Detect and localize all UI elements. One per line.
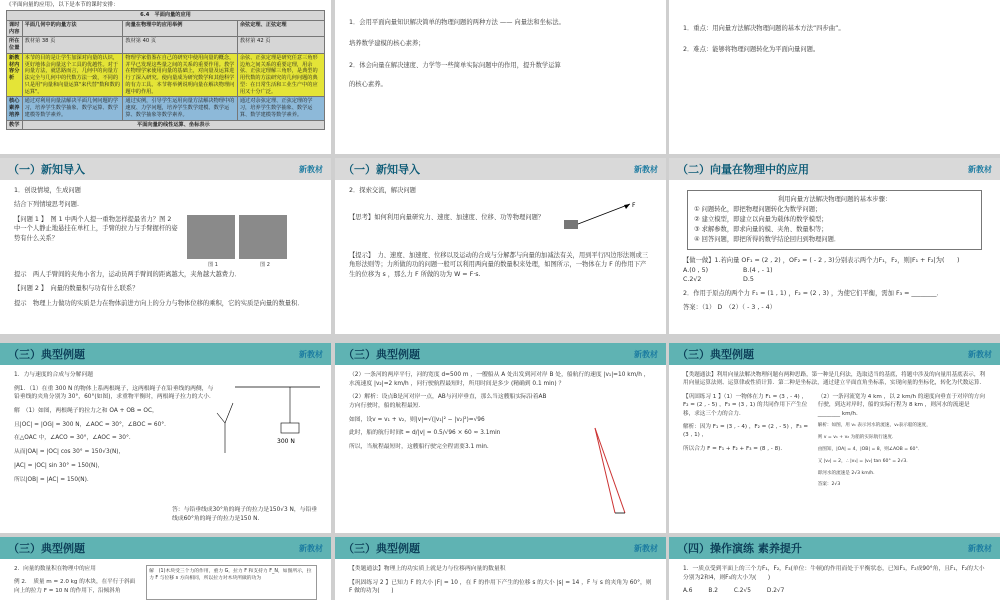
question-2: 【问题 2 】 向量的数量积与功有什么联系？ <box>14 285 139 293</box>
slide-intro-2 <box>335 158 666 334</box>
table-cell: 本节的目的是让学生加深对向量的认识，更好地体会向量这个工具的优越性。对于向量方法，就思路而言，几何中的向量方法完全与几何中的代数方法一致，不同的只是用"向量和向量运算"来代替"数和数的运算"。 <box>22 53 123 97</box>
step-item: ④ 回答问题，即把所得的数学结论回归到物理问题． <box>694 236 841 244</box>
table-cell: 教材第 38 页 <box>22 37 123 54</box>
slide-header <box>0 537 331 559</box>
solution: 解 （1）如图，两根绳子的拉力之和 OA + OB = OC， <box>14 408 158 415</box>
vector-v <box>595 428 625 513</box>
vector-OA <box>225 403 233 423</box>
slide-header <box>669 343 1000 365</box>
slide-practice <box>669 537 1000 600</box>
solution-step: 此时，船的航行时间t = d/|v| = 0.5/√96 × 60 ≈ 3.1min <box>349 430 501 437</box>
table-row <box>7 97 325 120</box>
solution-step: 解析：因为 F₁ = (3 , - 4) ，F₂ = (2 , - 5) ，F₃ = (3 , 1) ， <box>683 423 809 439</box>
slide-title: （三）典型例题 <box>343 542 420 555</box>
solution-step: 从而|OA| = |OC| cos 30° = 150√3(N)， <box>14 449 125 456</box>
options <box>683 266 803 285</box>
paragraph: 结合下列情境思考问题. <box>14 201 79 209</box>
option: B.2 <box>708 588 718 595</box>
slide-title: （四）操作演练 素养提升 <box>677 542 802 555</box>
option: A.(0 , 5) <box>683 266 709 274</box>
solution-step: （2）解析：设点B是河对岸一点，AB与河岸垂直，那么当这艘船实际沿着AB方向行驶时，船的航程最短． <box>349 394 547 410</box>
slide-title: （三）典型例题 <box>677 348 754 361</box>
vector-v1 <box>595 428 615 513</box>
brand-logo: 新教材 <box>968 164 992 174</box>
slide-header <box>669 158 1000 180</box>
table-title: 6.4 平面向量的应用 <box>7 11 325 21</box>
solution-step: 在△OAC 中，∠ACO = 30°，∠AOC = 30°． <box>14 435 135 442</box>
section-heading: 1．创设情境，生成问题 <box>14 187 81 194</box>
objective-2-note: 的核心素养。 <box>349 81 387 89</box>
table-row <box>7 53 325 97</box>
arrow-head <box>624 204 630 209</box>
solution-step: 则 v = v₁ + v₂ 为船的实际航行速度． <box>817 434 897 440</box>
practice: 【巩固练习 2 】已知力 F 的大小 |F| = 10 ，在 F 的作用下产生的位移 s 的大小 |s| = 14 ，F 与 s 的夹角为 60°，则 F 做的功为( ) <box>349 579 652 595</box>
brand-logo: 新教材 <box>634 164 658 174</box>
option: B.(4 , - 1) <box>743 266 773 274</box>
table-cell: 余弦、正弦定理是研究任意三角形边角之间关系的重要定理，用余弦、正弦定理解三角形，是典型的用代数的方法研究的几何问题的典型：在日常生活和工业生产中的应用又十分广泛。 <box>237 53 324 97</box>
step-item: ② 建立模型，即建立以向量为载体的数学模型； <box>694 216 828 224</box>
answer: 答案：（1） D （2）（ - 3 , - 4） <box>683 304 776 312</box>
slide-title: （三）典型例题 <box>343 348 420 361</box>
solution-step: 即河水的流速是 2√3 km/h. <box>817 470 875 476</box>
key-point: 1．重点：用向量方法解决物理问题的基本方法“四步曲”。 <box>683 25 845 32</box>
slide-example-2b <box>335 537 666 600</box>
rope-diagram <box>215 383 325 463</box>
solution-step: 又 |v₂| = 2，∴ |v₁| = |v₂| tan 60° = 2√3． <box>817 458 911 464</box>
options <box>683 587 986 596</box>
slide-title: （二）向量在物理中的应用 <box>677 163 809 176</box>
slide-title: （一）新知导入 <box>343 163 420 176</box>
answer: 答案：2√3 <box>817 482 841 488</box>
solution-step: 如图，设v = v₁ + v₂，则|v|=√(|v₁|² − |v₂|²)=√96 <box>349 416 485 423</box>
lesson-plan-table <box>6 10 325 130</box>
table-row <box>7 120 325 130</box>
slide-intro: 《平面向量的应用》，以下是本节的课时安排： <box>6 2 119 8</box>
section-heading: 2．探索交流，解决问题 <box>349 187 416 194</box>
solution-step: 解析：如图，用 v₁ 表示河水的流速，v₂表示船的速度， <box>817 422 931 428</box>
force-diagram <box>560 198 640 234</box>
steps-box <box>687 190 982 250</box>
slide-physics-application <box>669 158 1000 334</box>
example-question: （2）一条河的两岸平行，河的宽度 d=500 m ，一艘船从 A 处出发到河对岸 B 处，船航行的速度 |v₁|=10 km/h ，水流速度 |v₂|=2 km/h ，问行驶航程最短时，所用时间是多少 (精确到 0.1 min) ？ <box>349 372 650 387</box>
objective-1: 1．会用平面向量知识解决简单的物理问题的两种方法 —— 向量法和坐标法。 <box>349 19 565 26</box>
photo-two-people-lifting <box>187 215 235 259</box>
hint-1: 提示 两人手臂间的夹角小省力，运动员两手臂间的距离越大，夹角越大越费力． <box>14 270 241 278</box>
question-1: 【问题 1 】 图 1 中两个人提一重物怎样提最省力？图 2 中一个人静止地悬挂在单杠上，手臂的拉力与手臂握杆的姿势有什么关系？ <box>14 215 178 242</box>
table-cell: 教材第 42 页 <box>237 37 324 54</box>
slide-intro-1 <box>0 158 331 334</box>
slide-header <box>0 158 331 180</box>
thinking-question: 【思考】如何利用向量研究力、速度、加速度、位移、功等物理问题？ <box>349 214 545 222</box>
method-summary: 【类题通法】物理上的功实质上就是力与位移两向量的数量积 <box>349 566 506 572</box>
step-item: ① 问题转化，即把物理问题转化为数学问题； <box>694 206 822 214</box>
river-diagram <box>585 423 645 523</box>
slide-header <box>335 343 666 365</box>
hint-2: 提示 物理上力做功的实质是力在物体前进方向上的分力与物体位移的乘积，它的实质是向量的数量积． <box>14 299 304 307</box>
table-cell: 通过实例，引导学生运用向量方法解决物理中的速度、力学问题，培养学生数学建模、数学运算、数学抽象等数学素养。 <box>123 97 237 120</box>
hint: 【提示】 力、速度、加速度、位移以及运动的合成与分解都与向量的加减法有关，用到平行四边形法则或三角形法则等；力所做的功的问题一般可以利用两向量的数量积来处理，如图所示，一物体在力 F 的作用下产生的位移为 s ，那么力 F 所做的功为 W = F·s. <box>349 251 649 278</box>
table-cell: 平面向量的线性运算、坐标表示 <box>22 120 324 130</box>
photo-person-on-bar <box>239 215 287 259</box>
brand-logo: 新教材 <box>968 349 992 359</box>
option: C.2√2 <box>683 276 702 284</box>
table-cell: 教材第 40 页 <box>123 37 237 54</box>
figure-caption: 图 2 <box>260 262 270 269</box>
slide-method-summary <box>669 343 1000 533</box>
slide-lesson-plan <box>0 0 331 154</box>
brand-logo: 新教材 <box>299 164 323 174</box>
objective-1-note: 培养数学建模的核心素养； <box>349 40 425 48</box>
table-cell: 新教材内容分析 <box>7 53 23 97</box>
table-row <box>7 37 325 54</box>
answer: 答：与铅垂线成30°角的绳子的拉力是150√3 N，与铅垂线成60°角的绳子的拉力是150 N. <box>172 507 318 522</box>
exercise-1: 【做一做】1.若向量 OF₁ = (2 , 2) ，OF₂ = ( - 2 , 3)分别表示两个力F₁，F₂，则|F₁ + F₂|为( ) <box>683 257 960 265</box>
slide-key-points <box>669 0 1000 154</box>
solution-step: 所以|OB| = |AC| = 150(N)． <box>14 476 93 483</box>
practice-question: 1．一质点受到平面上的三个力F₁，F₂，F₃(单位：牛顿)的作用而处于平衡状态，已知F₁，F₂成90°角，且F₁，F₂的大小分别为2和4，则F₃的大小为( ) <box>683 566 985 581</box>
step-item: ③ 求解参数，即求向量的模、夹角、数量积等； <box>694 226 828 234</box>
slide-example-1 <box>0 343 331 533</box>
weight-label: 300 N <box>277 438 295 445</box>
force-arrow <box>578 204 630 224</box>
option: A.6 <box>683 588 693 595</box>
solution-step: 且|OC| = |OG| = 300 N，∠AOC = 30°，∠BOC = 60°． <box>14 421 170 428</box>
vector-OB <box>217 413 225 423</box>
steps-title: 利用向量方法解决物理问题的基本步骤： <box>777 196 892 203</box>
option: C.2√5 <box>733 588 751 595</box>
option: D.2√7 <box>766 588 785 595</box>
example-question: 例1．（1）在重 300 N 的物体上系两根绳子，这两根绳子在铅垂线的两侧，与铅垂线的夹角分别为 30°，60°(如图)，求重物平衡时，两根绳子拉力的大小． <box>14 385 215 401</box>
table-cell: 余弦定理、正弦定理 <box>237 20 324 37</box>
figure-caption: 图 1 <box>208 262 218 269</box>
solution-step: 所以，当航程最短时，这艘船行驶完全程需要3.1 min. <box>349 444 489 451</box>
slide-header <box>669 537 1000 559</box>
objective-2: 2．体会向量在解决速度、力学等一些简单实际问题中的作用，提升数学运算 <box>349 61 561 69</box>
brand-logo: 新教材 <box>299 349 323 359</box>
option: D.5 <box>743 276 754 284</box>
method-summary: 【类题通法】利用向量法解决物理问题有两种思路，第一种是几何法，选取适当的基底，将题中涉及的向量用基底表示，利用向量运算法则、运算律或性质计算．第二种是坐标法，通过建立平面直角坐标系，实现向量的坐标化，转化为代数运算． <box>683 372 986 387</box>
section-heading: 1．力与速度的合成与分解问题 <box>14 372 94 378</box>
brand-logo: 新教材 <box>634 543 658 553</box>
slide-header <box>335 158 666 180</box>
force-label: F <box>632 202 636 209</box>
slide-example-2 <box>0 537 331 600</box>
practice-1: 【巩固练习 1 】（1）一物体在力 F₁ = (3 , - 4) ，F₂ = (2 , - 5) ，F₃ = (3 , 1) 的共同作用下产生位移，求这三个力的合力． <box>683 393 808 417</box>
solution: 解 (1)木块受三个力的作用，重力 G，拉力 F 和支持力 F_N，如图所示，拉力 F 与位移 s 方向相同，所以拉力对木块所做的功为 <box>146 565 317 600</box>
slide-objectives <box>335 0 666 154</box>
slide-title: （一）新知导入 <box>8 163 85 176</box>
block-shape <box>564 220 578 229</box>
table-row <box>7 20 325 37</box>
slide-header <box>335 537 666 559</box>
solution-step: 所以合力 F = F₁ + F₂ + F₃ = (8 , - 8)． <box>683 445 786 452</box>
table-cell: 所在位置 <box>7 37 23 54</box>
section-heading: 2．向量的数量积在物理中的应用 <box>14 566 96 572</box>
brand-logo: 新教材 <box>968 543 992 553</box>
weight-box <box>281 423 299 433</box>
table-cell: 教学 <box>7 120 23 130</box>
table-cell: 平面几何中的向量方法 <box>22 20 123 37</box>
difficulty-point: 2．难点：能够将物理问题转化为平面向量问题。 <box>683 46 820 54</box>
slide-title: （三）典型例题 <box>8 542 85 555</box>
table-cell: 核心素养培养 <box>7 97 23 120</box>
exercise-2: 2．作用于原点的两个力 F₁ = (1 , 1) ，F₂ = (2 , 3) ，为使它们平衡，需加 F₃ = ________． <box>683 289 943 297</box>
table-cell: 通过对余弦定理、正弦定理的学习，培养学生数学抽象、数学运算、数学建模等数学素养。 <box>237 97 324 120</box>
slide-example-1b <box>335 343 666 533</box>
brand-logo: 新教材 <box>299 543 323 553</box>
table-cell: 通过对利用向量法解决平面几何问题的学习，培养学生数学抽象、数学运算、数学建模等数学素养。 <box>22 97 123 120</box>
table-cell: 物理学家借鉴在自己的研究中使用向量的概念，并早已发现这些量之间的关系的重要作用。教学在物理学家使用向量的基础上，对向量及运算进行了深入研究。使向量成为研究数学和其他科学的有力工具。本节将举例说明向量在解决物理问题中的作用。 <box>123 53 237 97</box>
solution-step: 由图知，|OA| = 4，|OB| = 8，则∠AOB = 60°． <box>817 446 923 452</box>
table-cell: 向量在物理中的应用举例 <box>123 20 237 37</box>
slide-title: （三）典型例题 <box>8 348 85 361</box>
slide-header <box>0 343 331 365</box>
practice-2: （2）一条河流宽为 4 km ，以 2 km/h 的速度向垂直于对岸的方向行驶，到达对岸时，船的实际行程为 8 km ，则河水的流速是 ________ km/h. <box>817 393 985 417</box>
solution-step: |AC| = |OC| sin 30° = 150(N)， <box>14 462 104 469</box>
table-cell: 课时内容 <box>7 20 23 37</box>
brand-logo: 新教材 <box>634 349 658 359</box>
example-question: 例 2． 质量 m = 2.0 kg 的木块，在平行于斜面向上的拉力 F = 10 N 的作用下，沿倾斜角 <box>14 579 136 594</box>
